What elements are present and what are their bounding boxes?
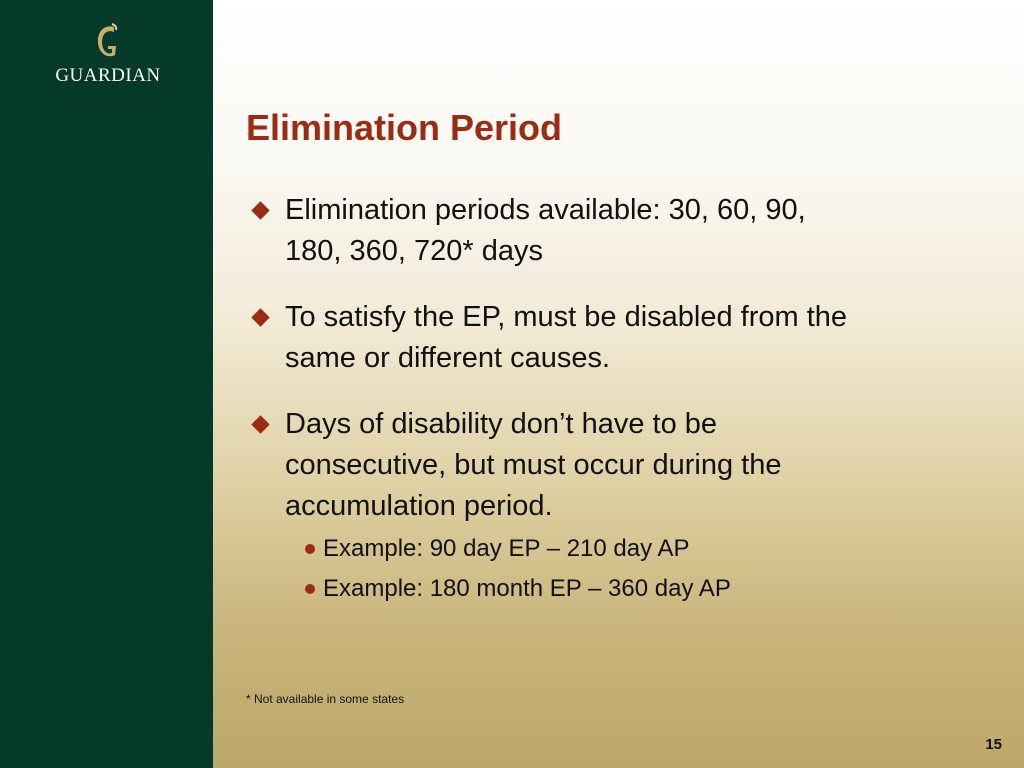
footnote: * Not available in some states [246,692,405,706]
bullet-line: To satisfy the EP, must be disabled from the [285,301,848,333]
bullet-line: 180, 360, 720* days [285,235,543,267]
diamond-bullet-icon [248,297,272,338]
bullet-item [248,404,1008,609]
bullet-line: Days of disability don’t have to be [285,408,718,440]
sub-bullet-item [285,569,1008,609]
bullet-line: same or different causes. [285,342,611,374]
sub-bullet-text: Example: 180 month EP – 360 day AP [323,575,731,602]
logo-text: GUARDIAN [55,65,161,86]
bullet-item [248,190,1008,272]
bullet-line: consecutive, but must occur during the [285,449,782,481]
circle-bullet-icon [303,529,317,569]
bullet-item [248,297,1008,379]
sub-bullet-list [285,529,1008,609]
diamond-bullet-icon [248,190,272,231]
circle-bullet-icon [303,569,317,609]
guardian-g-logo-icon [94,22,122,62]
page-number: 15 [985,736,1002,753]
sub-bullet-item [285,529,1008,569]
bullet-list [248,190,1008,634]
bullet-line: accumulation period. [285,490,553,522]
diamond-bullet-icon [248,404,272,445]
sidebar-panel [0,0,213,768]
sub-bullet-text: Example: 90 day EP – 210 day AP [323,535,690,562]
bullet-line: Elimination periods available: 30, 60, 90, [285,194,806,226]
guardian-logo [46,22,170,92]
slide-title: Elimination Period [246,107,563,148]
